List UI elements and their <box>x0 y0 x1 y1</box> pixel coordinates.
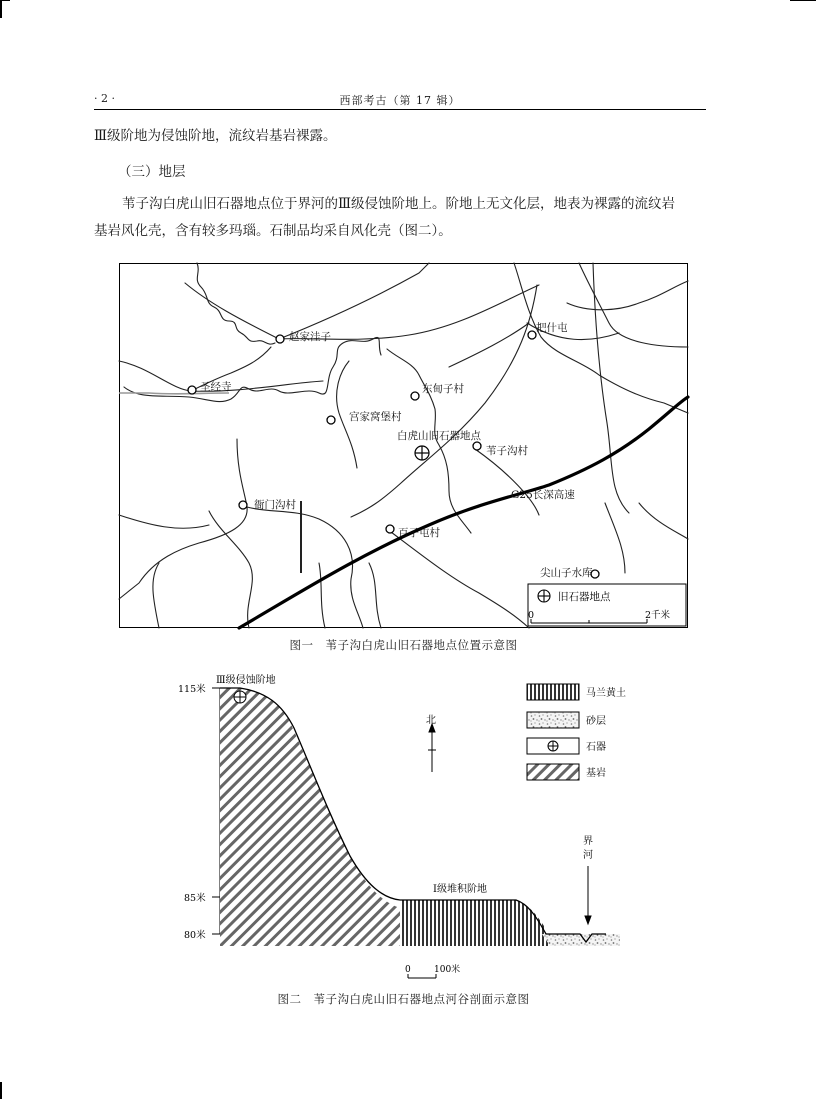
section-heading: （三）地层 <box>118 164 186 180</box>
river-label-char-2: 河 <box>583 850 593 861</box>
map-boundary <box>119 393 229 394</box>
map-scale-end: 2千米 <box>645 610 671 621</box>
figure-2-caption: 图二 苇子沟白虎山旧石器地点河谷剖面示意图 <box>277 992 530 1006</box>
place-label-gongjiawopucun: 宫家窝堡村 <box>349 411 402 423</box>
place-marker-shengjingsi <box>188 386 196 394</box>
paragraph-stratum-line-2: 基岩风化壳，含有较多玛瑙。石制品均采自风化壳（图二）。 <box>94 223 452 239</box>
elevation-label-85: 85米 <box>184 893 206 904</box>
page-number: · 2 · <box>94 92 115 105</box>
figure-1-location-map <box>119 263 688 628</box>
legend-sand-label: 砂层 <box>586 716 606 727</box>
section-scale-bar <box>408 974 436 978</box>
section-legend <box>527 684 579 780</box>
legend-loess-label: 马兰黄土 <box>586 688 626 699</box>
place-label-bashitun: 把什屯 <box>536 322 568 334</box>
crop-mark-top-right <box>790 0 816 1</box>
section-scale-start: 0 <box>405 965 411 975</box>
crop-mark-top-left <box>0 0 2 18</box>
section-scale-end: 100米 <box>434 965 461 975</box>
legend-site-label: 旧石器地点 <box>558 591 611 603</box>
place-label-baizituncun: 百子屯村 <box>398 527 440 539</box>
north-label: 北 <box>426 715 436 726</box>
legend-site-icon <box>538 590 550 602</box>
elevation-axis <box>212 688 220 934</box>
north-arrow-icon <box>428 724 436 772</box>
place-label-jianshanzishuiku: 尖山子水库 <box>540 567 593 579</box>
elevation-label-80: 80米 <box>184 930 206 941</box>
crop-mark-top-left-h <box>0 0 10 1</box>
crop-mark-bottom-left <box>0 1082 2 1099</box>
map-scale-start: 0 <box>528 610 535 621</box>
stone-tool-marker <box>234 691 246 703</box>
bedrock-layer <box>220 688 400 946</box>
place-marker-bashitun <box>528 331 536 339</box>
place-label-shengjingsi: 圣经寺 <box>200 381 232 393</box>
place-label-weizigoucun: 苇子沟村 <box>486 445 528 457</box>
place-label-baihushan: 白虎山旧石器地点 <box>397 430 481 442</box>
place-marker-dongdianzi <box>411 392 419 400</box>
place-marker-yamengou <box>239 501 247 509</box>
terrace-1-label: Ⅰ级堆积阶地 <box>433 884 487 895</box>
header-rule <box>94 109 706 110</box>
legend-bedrock-label: 基岩 <box>586 768 606 779</box>
figure-2-cross-section <box>170 666 626 986</box>
river-arrow-icon <box>585 866 591 924</box>
place-label-dongdianzicun: 东甸子村 <box>422 383 464 395</box>
figure-1-caption: 图一 苇子沟白虎山旧石器地点位置示意图 <box>289 638 518 652</box>
paragraph-stratum-line-1: 苇子沟白虎山旧石器地点位于界河的Ⅲ级侵蚀阶地上。阶地上无文化层，地表为裸露的流纹岩 <box>122 196 676 212</box>
journal-title: 西部考古（第 17 辑） <box>339 94 461 107</box>
place-label-g25: G25长深高速 <box>511 489 575 501</box>
paragraph-continued: Ⅲ级阶地为侵蚀阶地，流纹岩基岩裸露。 <box>94 128 337 144</box>
terrace-3-label: Ⅲ级侵蚀阶地 <box>216 675 276 686</box>
site-marker-baihushan <box>415 446 429 460</box>
river-label-char-1: 界 <box>583 836 593 847</box>
place-marker-zhaojiawazi <box>276 335 284 343</box>
place-marker-baizitun <box>386 525 394 533</box>
elevation-label-115: 115米 <box>178 684 206 695</box>
legend-stone-tool-label: 石器 <box>586 742 606 753</box>
place-marker-gongjiawopu <box>327 416 335 424</box>
place-label-yamengoucun: 衙门沟村 <box>254 499 296 511</box>
place-marker-weizigou <box>473 442 481 450</box>
place-label-zhaojiawazi: 赵家洼子 <box>289 331 331 343</box>
running-header <box>94 90 706 110</box>
